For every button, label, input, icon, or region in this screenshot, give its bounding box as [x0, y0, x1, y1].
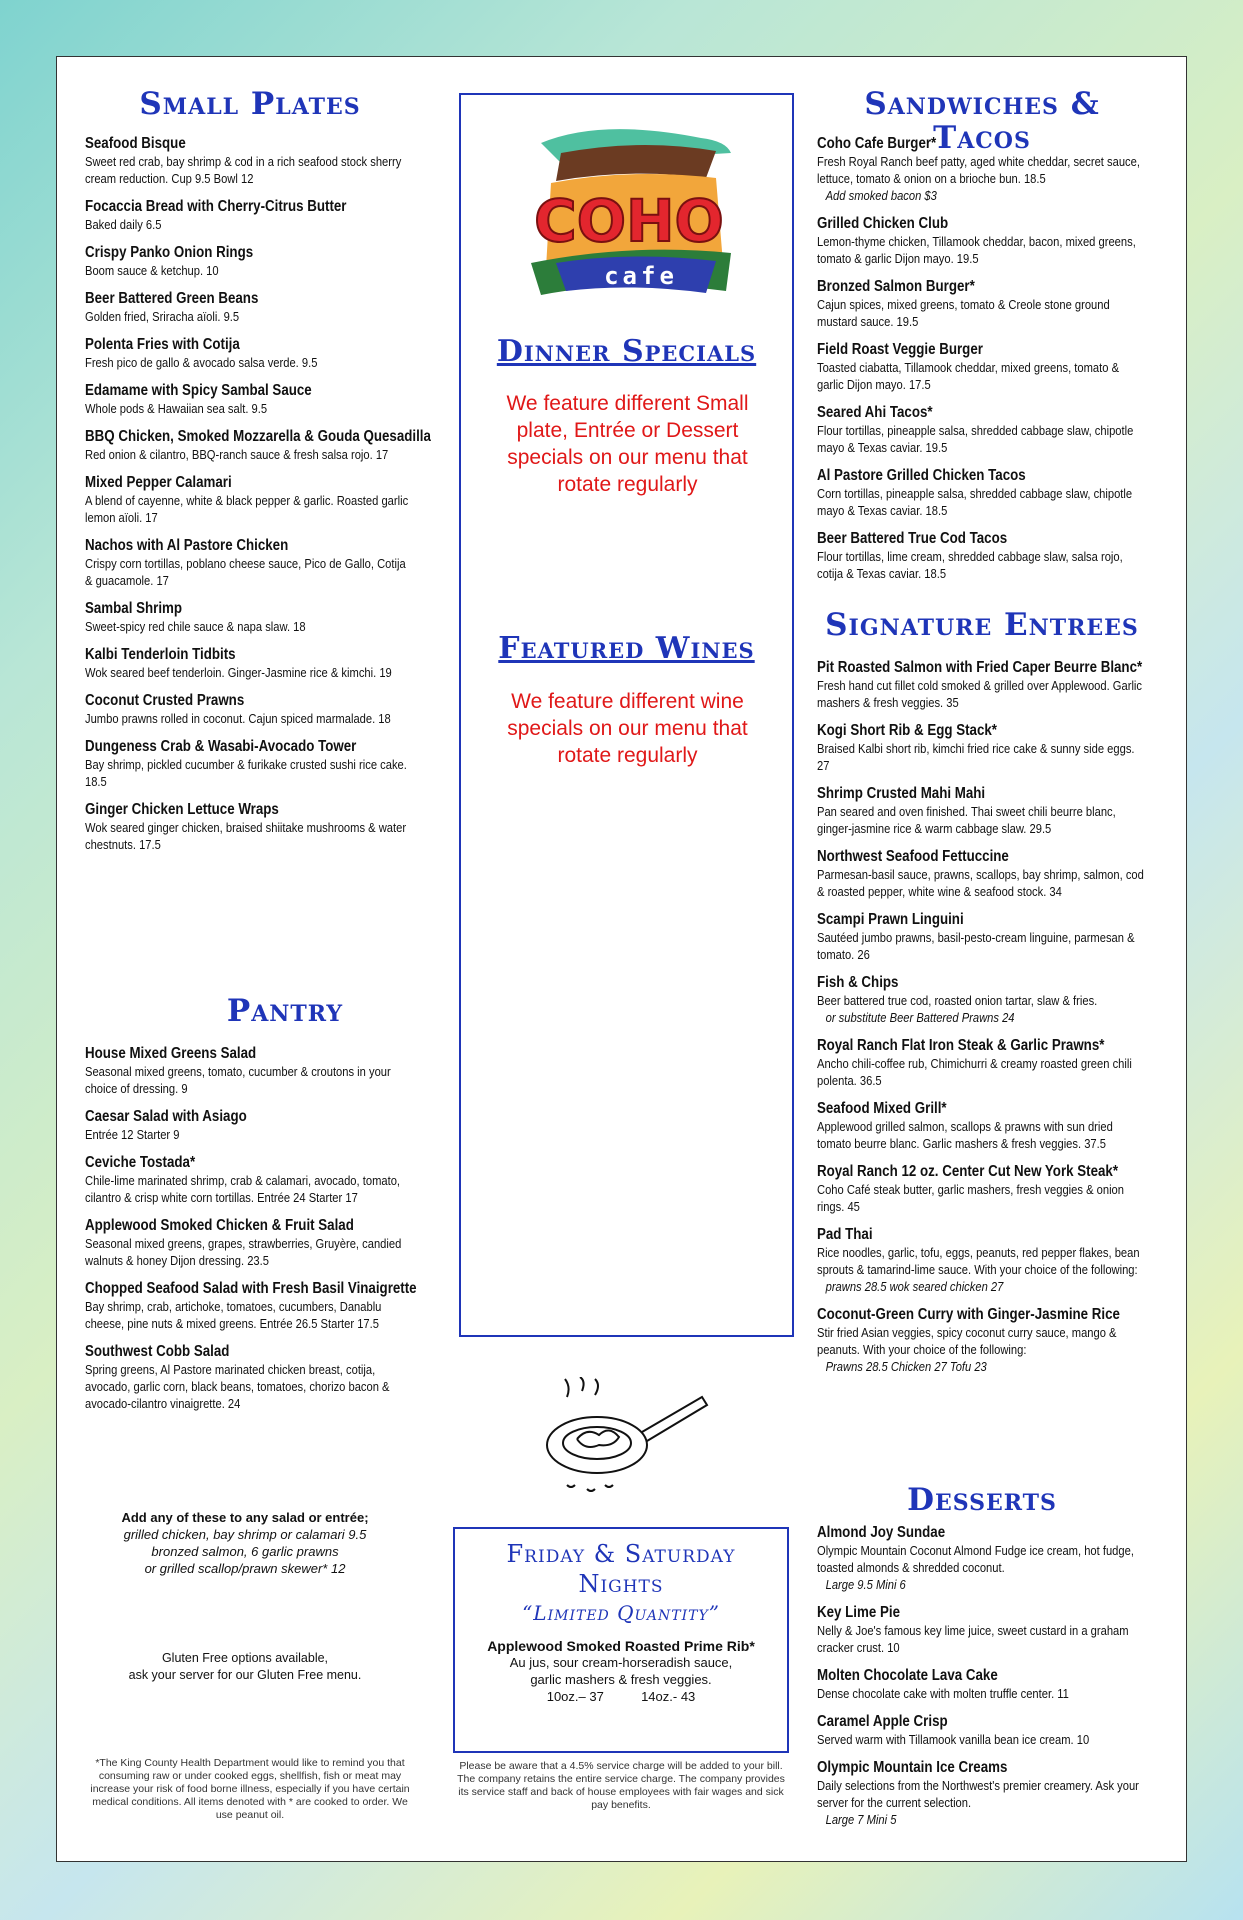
menu-item-desc: Pan seared and oven finished. Thai sweet chili beurre blanc, ginger-jasmine rice & warm cabbage slaw. 29.5: [817, 804, 1116, 836]
menu-item-name: Seafood Mixed Grill*: [817, 1100, 947, 1117]
menu-item-desc: Boom sauce & ketchup. 10: [85, 263, 219, 278]
menu-item-name: Focaccia Bread with Cherry-Citrus Butter: [85, 198, 347, 215]
menu-item-name: House Mixed Greens Salad: [85, 1045, 257, 1062]
menu-item: [817, 277, 1147, 330]
menu-item: [85, 1342, 415, 1412]
menu-item: [85, 1153, 415, 1206]
menu-item: [85, 1107, 415, 1143]
menu-item-name: Sambal Shrimp: [85, 600, 183, 617]
weekend-title-line2: Nights: [578, 1570, 664, 1599]
menu-item-desc: Lemon-thyme chicken, Tillamook cheddar, bacon, mixed greens, tomato & garlic Dijon mayo. 19.5: [817, 234, 1136, 266]
menu-item-desc: Olympic Mountain Coconut Almond Fudge ice cream, hot fudge, toasted almonds & shredded coconut.: [817, 1543, 1134, 1575]
sandwich-list: [817, 134, 1147, 592]
logo-graphic: [501, 123, 757, 298]
logo-sub: cafe: [604, 262, 678, 290]
menu-item: [817, 1225, 1147, 1295]
menu-item-name: Scampi Prawn Linguini: [817, 911, 964, 928]
menu-item-name: Ceviche Tostada*: [85, 1154, 196, 1171]
service-charge-note: Please be aware that a 4.5% service charge will be added to your bill. The company retains the entire service charge. The company provides its service staff and back of house employees with fair wages and sick pay benefits.: [457, 1760, 785, 1811]
menu-item-desc: Sautéed jumbo prawns, basil-pesto-cream linguine, parmesan & tomato. 26: [817, 930, 1135, 962]
coho-cafe-logo: [501, 123, 757, 298]
menu-item-desc: Applewood grilled salmon, scallops & prawns with sun dried tomato beurre blanc. Garlic mashers & fresh veggies. 37.5: [817, 1119, 1113, 1151]
menu-card: [56, 56, 1187, 1862]
menu-item-desc: Parmesan-basil sauce, prawns, scallops, bay shrimp, salmon, cod & roasted pepper, white wine & seafood stock. 34: [817, 867, 1144, 899]
menu-item-name: Field Roast Veggie Burger: [817, 341, 983, 358]
menu-item-desc: Flour tortillas, lime cream, shredded cabbage slaw, salsa rojo, cotija & Texas caviar. 18.5: [817, 549, 1123, 581]
menu-item-name: Southwest Cobb Salad: [85, 1343, 230, 1360]
menu-item-name: Pad Thai: [817, 1226, 873, 1243]
addon-block: [85, 1509, 405, 1577]
menu-item-name: Crispy Panko Onion Rings: [85, 244, 254, 261]
menu-item-name: BBQ Chicken, Smoked Mozzarella & Gouda Quesadilla: [85, 428, 431, 445]
menu-item-desc: Dense chocolate cake with molten truffle center. 11: [817, 1686, 1069, 1701]
menu-item-desc: Stir fried Asian veggies, spicy coconut curry sauce, mango & peanuts. With your choice of the following:: [817, 1325, 1117, 1357]
specials-box: [459, 93, 794, 1337]
menu-item-desc: Fresh hand cut fillet cold smoked & grilled over Applewood. Garlic mashers & fresh veggies. 35: [817, 678, 1143, 710]
addon-line: grilled chicken, bay shrimp or calamari 9.5: [123, 1527, 367, 1542]
menu-item-desc: Bay shrimp, pickled cucumber & furikake crusted sushi rice cake. 18.5: [85, 757, 407, 789]
menu-item: [85, 473, 415, 526]
menu-item-desc: A blend of cayenne, white & black pepper & garlic. Roasted garlic lemon aïoli. 17: [85, 493, 409, 525]
menu-item-extra: or substitute Beer Battered Prawns 24: [825, 1010, 1015, 1025]
menu-item: [85, 427, 431, 463]
menu-item-desc: Braised Kalbi short rib, kimchi fried rice cake & sunny side eggs. 27: [817, 741, 1135, 773]
menu-item-desc: Cajun spices, mixed greens, tomato & Creole stone ground mustard sauce. 19.5: [817, 297, 1110, 329]
menu-item: [85, 691, 415, 727]
menu-item-name: Olympic Mountain Ice Creams: [817, 1759, 1008, 1776]
frying-pan-doodle-icon: [527, 1377, 717, 1497]
menu-item: [85, 1044, 415, 1097]
menu-item-name: Almond Joy Sundae: [817, 1524, 946, 1541]
menu-item: [85, 1216, 415, 1269]
menu-item-desc: Whole pods & Hawaiian sea salt. 9.5: [85, 401, 268, 416]
menu-item-name: Ginger Chicken Lettuce Wraps: [85, 801, 279, 818]
menu-item: [817, 214, 1147, 267]
prime-rib-prices: [455, 1688, 787, 1705]
menu-item: [817, 466, 1147, 519]
menu-item-desc: Corn tortillas, pineapple salsa, shredded cabbage slaw, chipotle mayo & Texas caviar. 18.5: [817, 486, 1133, 518]
menu-item-name: Beer Battered Green Beans: [85, 290, 259, 307]
gluten-free-line: Gluten Free options available,: [161, 1651, 329, 1665]
menu-item: [85, 737, 415, 790]
menu-item: [85, 335, 415, 371]
menu-item-desc: Sweet red crab, bay shrimp & cod in a rich seafood stock sherry cream reduction. Cup 9.5 Bowl 12: [85, 154, 402, 186]
menu-item-name: Northwest Seafood Fettuccine: [817, 848, 1009, 865]
desserts-title: Desserts: [907, 1482, 1057, 1518]
menu-item-desc: Served warm with Tillamook vanilla bean ice cream. 10: [817, 1732, 1090, 1747]
menu-item: [817, 973, 1147, 1026]
menu-item-name: Bronzed Salmon Burger*: [817, 278, 975, 295]
menu-item: [817, 340, 1147, 393]
menu-item-name: Grilled Chicken Club: [817, 215, 949, 232]
menu-item-name: Royal Ranch 12 oz. Center Cut New York Steak*: [817, 1163, 1119, 1180]
menu-item-desc: Ancho chili-coffee rub, Chimichurri & creamy roasted green chili polenta. 36.5: [817, 1056, 1132, 1088]
menu-item: [85, 1279, 415, 1332]
menu-item-name: Applewood Smoked Chicken & Fruit Salad: [85, 1217, 354, 1234]
addon-title: Add any of these to any salad or entrée;: [121, 1510, 369, 1525]
menu-item: [817, 1099, 1147, 1152]
sandwiches-title: Sandwiches & Tacos: [864, 86, 1100, 157]
menu-item-name: Kalbi Tenderloin Tidbits: [85, 646, 236, 663]
menu-item-desc: Seasonal mixed greens, grapes, strawberries, Gruyère, candied walnuts & honey Dijon dressing. 23.5: [85, 1236, 402, 1268]
menu-item: [85, 536, 415, 589]
menu-item-desc: Nelly & Joe's famous key lime juice, sweet custard in a graham cracker crust. 10: [817, 1623, 1129, 1655]
menu-item-name: Chopped Seafood Salad with Fresh Basil Vinaigrette: [85, 1280, 417, 1297]
menu-item-desc: Crispy corn tortillas, poblano cheese sauce, Pico de Gallo, Cotija & guacamole. 17: [85, 556, 406, 588]
menu-item: [85, 599, 415, 635]
menu-item-desc: Flour tortillas, pineapple salsa, shredded cabbage slaw, chipotle mayo & Texas caviar. 19.5: [817, 423, 1134, 455]
dinner-specials-title: Dinner Specials: [496, 334, 757, 369]
menu-item-desc: Sweet-spicy red chile sauce & napa slaw. 18: [85, 619, 306, 634]
menu-item: [817, 784, 1147, 837]
menu-item: [817, 1036, 1147, 1089]
menu-item-desc: Golden fried, Sriracha aïoli. 9.5: [85, 309, 240, 324]
menu-item: [85, 381, 415, 417]
menu-item-name: Caramel Apple Crisp: [817, 1713, 948, 1730]
menu-item-extra: Large 7 Mini 5: [825, 1812, 897, 1827]
menu-item-desc: Wok seared ginger chicken, braised shiitake mushrooms & water chestnuts. 17.5: [85, 820, 407, 852]
entrees-title: Signature Entrees: [825, 607, 1139, 643]
menu-item-desc: Rice noodles, garlic, tofu, eggs, peanuts, red pepper flakes, bean sprouts & tamarind-lime sauce. With your choice of the following:: [817, 1245, 1140, 1277]
entree-list: [817, 658, 1147, 1385]
menu-item-desc: Wok seared beef tenderloin. Ginger-Jasmine rice & kimchi. 19: [85, 665, 392, 680]
menu-item-desc: Jumbo prawns rolled in coconut. Cajun spiced marmalade. 18: [85, 711, 391, 726]
menu-item-name: Caesar Salad with Asiago: [85, 1108, 247, 1125]
featured-wines-text: We feature different wine specials on our menu that rotate regularly: [507, 690, 748, 767]
menu-item-name: Al Pastore Grilled Chicken Tacos: [817, 467, 1026, 484]
menu-item-name: Royal Ranch Flat Iron Steak & Garlic Prawns*: [817, 1037, 1105, 1054]
menu-item-name: Shrimp Crusted Mahi Mahi: [817, 785, 986, 802]
menu-item: [817, 1162, 1147, 1215]
prime-rib-name: Applewood Smoked Roasted Prime Rib*: [487, 1637, 755, 1654]
menu-item-extra: Add smoked bacon $3: [825, 188, 937, 203]
prime-rib-desc: garlic mashers & fresh veggies.: [530, 1671, 712, 1687]
menu-item-name: Nachos with Al Pastore Chicken: [85, 537, 289, 554]
menu-item-name: Pit Roasted Salmon with Fried Caper Beurre Blanc*: [817, 659, 1143, 676]
featured-wines-title: Featured Wines: [498, 631, 755, 666]
menu-item-desc: Daily selections from the Northwest's premier creamery. Ask your server for the current selection.: [817, 1778, 1139, 1810]
menu-item: [817, 529, 1147, 582]
gluten-free-note: [85, 1650, 405, 1684]
menu-item: [817, 1712, 1147, 1748]
dessert-list: [817, 1523, 1147, 1838]
price-10oz: 10oz.– 37: [546, 1688, 604, 1704]
menu-item: [817, 721, 1147, 774]
price-14oz: 14oz.- 43: [641, 1688, 696, 1704]
small-plates-list: [85, 134, 431, 863]
menu-item-name: Edamame with Spicy Sambal Sauce: [85, 382, 312, 399]
menu-item: [817, 910, 1147, 963]
gluten-free-line: ask your server for our Gluten Free menu.: [128, 1668, 362, 1682]
menu-item-name: Polenta Fries with Cotija: [85, 336, 240, 353]
weekend-title: Friday & Saturday: [506, 1540, 736, 1568]
menu-item-name: Beer Battered True Cod Tacos: [817, 530, 1008, 547]
menu-item-name: Dungeness Crab & Wasabi-Avocado Tower: [85, 738, 357, 755]
menu-item-desc: Chile-lime marinated shrimp, crab & calamari, avocado, tomato, cilantro & crisp white corn tortillas. Entrée 24 Starter 17: [85, 1173, 401, 1205]
menu-item-name: Key Lime Pie: [817, 1604, 900, 1621]
pantry-list: [85, 1044, 415, 1422]
menu-item: [85, 800, 415, 853]
menu-item: [85, 243, 415, 279]
menu-item-desc: Beer battered true cod, roasted onion tartar, slaw & fries.: [817, 993, 1098, 1008]
menu-item-name: Coho Cafe Burger*: [817, 135, 937, 152]
menu-item-desc: Seasonal mixed greens, tomato, cucumber & croutons in your choice of dressing. 9: [85, 1064, 391, 1096]
menu-item-desc: Fresh pico de gallo & avocado salsa verde. 9.5: [85, 355, 318, 370]
menu-item-name: Mixed Pepper Calamari: [85, 474, 232, 491]
menu-item-name: Seared Ahi Tacos*: [817, 404, 933, 421]
menu-item-extra: Prawns 28.5 Chicken 27 Tofu 23: [825, 1359, 987, 1374]
small-plates-title: Small Plates: [139, 86, 361, 122]
menu-item: [817, 1603, 1147, 1656]
menu-item-desc: Bay shrimp, crab, artichoke, tomatoes, cucumbers, Danablu cheese, pine nuts & mixed greens. Entrée 26.5 Starter 17.5: [85, 1299, 382, 1331]
menu-item-desc: Fresh Royal Ranch beef patty, aged white cheddar, secret sauce, lettuce, tomato & onion on a brioche bun. 18.5: [817, 154, 1140, 186]
menu-item-desc: Toasted ciabatta, Tillamook cheddar, mixed greens, tomato & garlic Dijon mayo. 17.5: [817, 360, 1120, 392]
addon-line: bronzed salmon, 6 garlic prawns: [151, 1544, 339, 1559]
pantry-title: Pantry: [226, 993, 344, 1029]
addon-line: or grilled scallop/prawn skewer* 12: [144, 1561, 346, 1576]
menu-item-desc: Red onion & cilantro, BBQ-ranch sauce & fresh salsa rojo. 17: [85, 447, 389, 462]
weekend-special-box: [453, 1527, 789, 1753]
menu-item-desc: Spring greens, Al Pastore marinated chicken breast, cotija, avocado, garlic corn, black beans, tomatoes, chorizo bacon & avocado-cilantro vinaigrette. 24: [85, 1362, 390, 1411]
menu-item-name: Seafood Bisque: [85, 135, 186, 152]
menu-item: [817, 1666, 1147, 1702]
menu-item-name: Coconut Crusted Prawns: [85, 692, 245, 709]
menu-item-name: Fish & Chips: [817, 974, 899, 991]
menu-item-name: Coconut-Green Curry with Ginger-Jasmine Rice: [817, 1306, 1120, 1323]
menu-item: [817, 847, 1147, 900]
menu-item: [817, 134, 1147, 204]
dinner-specials-text: We feature different Small plate, Entrée or Dessert specials on our menu that rotate regularly: [506, 392, 749, 496]
menu-item-extra: prawns 28.5 wok seared chicken 27: [825, 1279, 1004, 1294]
menu-item: [85, 645, 415, 681]
logo-word: COHO: [534, 187, 724, 255]
prime-rib-desc: Au jus, sour cream-horseradish sauce,: [509, 1654, 733, 1670]
menu-item-desc: Entrée 12 Starter 9: [85, 1127, 180, 1142]
menu-item: [85, 289, 415, 325]
menu-item: [817, 658, 1147, 711]
menu-item: [85, 197, 415, 233]
menu-item: [817, 1523, 1147, 1593]
menu-item: [817, 1305, 1147, 1375]
menu-item-desc: Baked daily 6.5: [85, 217, 162, 232]
menu-item: [85, 134, 415, 187]
menu-item-desc: Coho Café steak butter, garlic mashers, fresh veggies & onion rings. 45: [817, 1182, 1124, 1214]
menu-item-extra: Large 9.5 Mini 6: [825, 1577, 906, 1592]
health-note: *The King County Health Department would like to remind you that consuming raw or under cooked eggs, shellfish, fish or meat may increase your risk of food borne illness, especially if you have certain medical conditions. All items denoted with * are cooked to order. We use peanut oil.: [90, 1757, 410, 1821]
menu-item: [817, 403, 1147, 456]
menu-item: [817, 1758, 1147, 1828]
menu-item-name: Molten Chocolate Lava Cake: [817, 1667, 998, 1684]
limited-quantity-label: “Limited Quantity”: [522, 1600, 720, 1625]
menu-item-name: Kogi Short Rib & Egg Stack*: [817, 722, 997, 739]
